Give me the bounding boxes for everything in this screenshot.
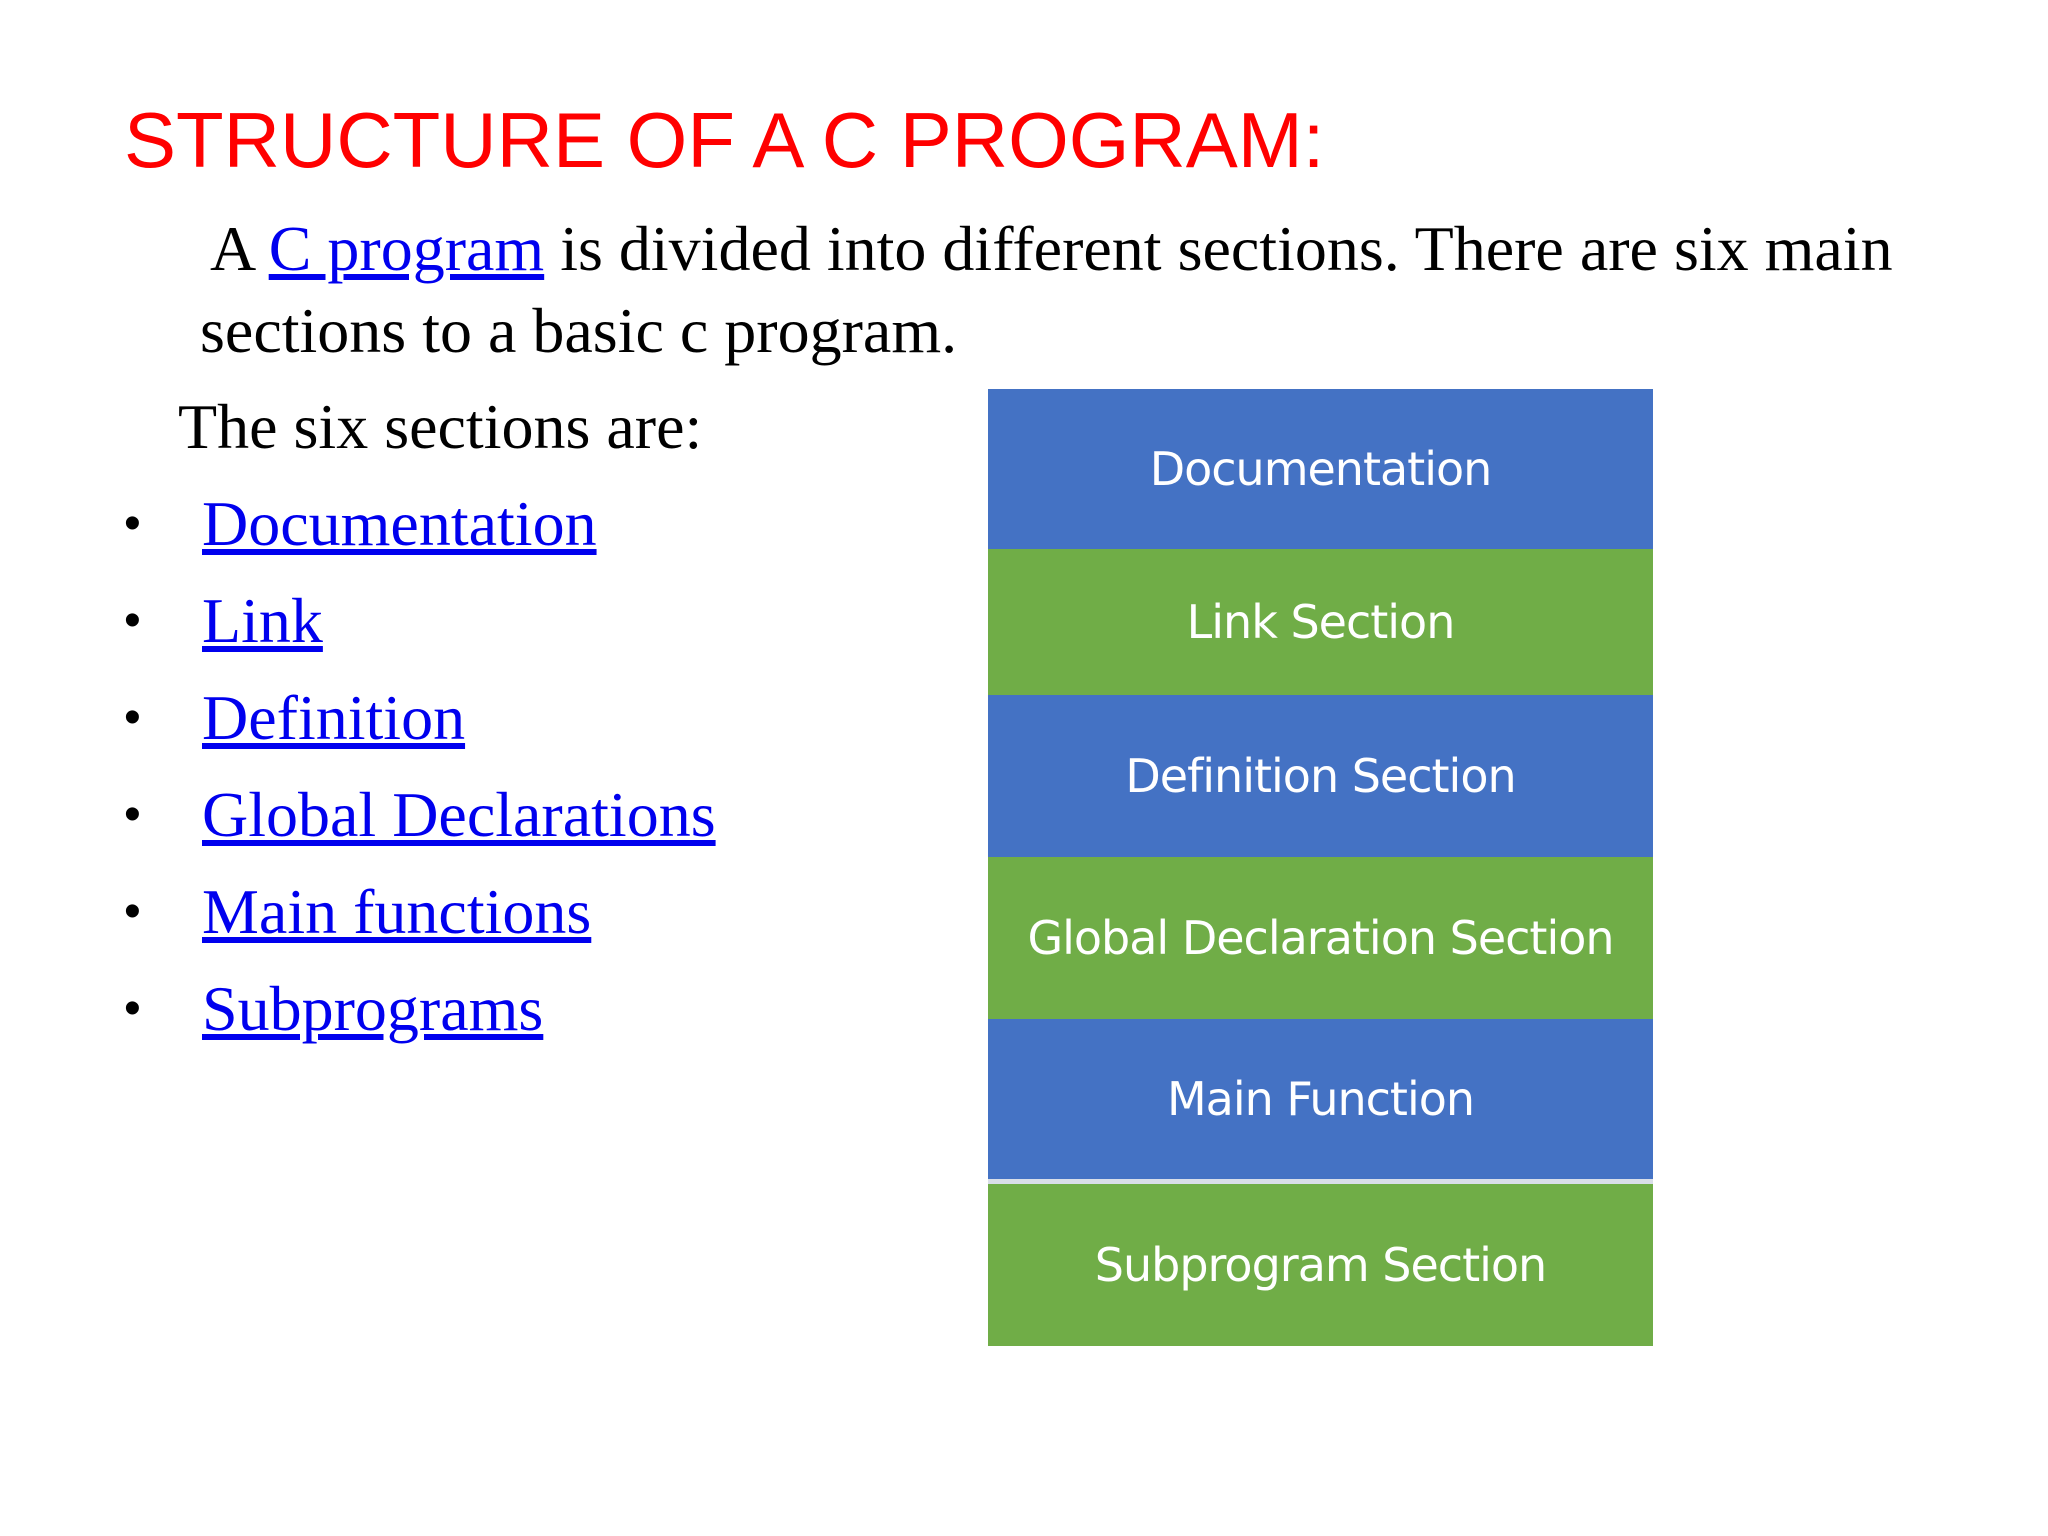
sections-list	[124, 483, 716, 1065]
diagram-block-documentation: Documentation	[988, 389, 1653, 549]
subprograms-link[interactable]: Subprograms	[202, 973, 544, 1044]
list-item	[124, 968, 716, 1065]
global-declarations-link[interactable]: Global Declarations	[202, 779, 716, 850]
bullet-icon: •	[124, 885, 141, 938]
diagram-block-main-function: Main Function	[988, 1019, 1653, 1179]
diagram-block-definition-section: Definition Section	[988, 695, 1653, 857]
list-item	[124, 774, 716, 871]
intro-suffix: is divided into different sections. There are six main sections to a basic c program.	[200, 213, 1893, 366]
diagram-block-global-declaration-section: Global Declaration Section	[988, 857, 1653, 1019]
bullet-icon: •	[124, 497, 141, 550]
slide-title: STRUCTURE OF A C PROGRAM:	[124, 96, 1325, 184]
link-section-link[interactable]: Link	[202, 585, 323, 656]
documentation-link[interactable]: Documentation	[202, 488, 597, 559]
list-item	[124, 871, 716, 968]
bullet-icon: •	[124, 691, 141, 744]
definition-link[interactable]: Definition	[202, 682, 466, 753]
diagram-block-subprogram-section: Subprogram Section	[988, 1184, 1653, 1346]
c-program-link[interactable]: C program	[268, 213, 545, 284]
intro-paragraph	[200, 208, 1900, 372]
list-item	[124, 580, 716, 677]
structure-diagram	[988, 389, 1653, 1346]
main-functions-link[interactable]: Main functions	[202, 876, 592, 947]
sections-heading: The six sections are:	[178, 391, 703, 462]
diagram-block-link-section: Link Section	[988, 549, 1653, 695]
list-item	[124, 483, 716, 580]
bullet-icon: •	[124, 982, 141, 1035]
bullet-icon: •	[124, 594, 141, 647]
bullet-icon: •	[124, 788, 141, 841]
list-item	[124, 677, 716, 774]
intro-prefix: A	[210, 213, 269, 284]
